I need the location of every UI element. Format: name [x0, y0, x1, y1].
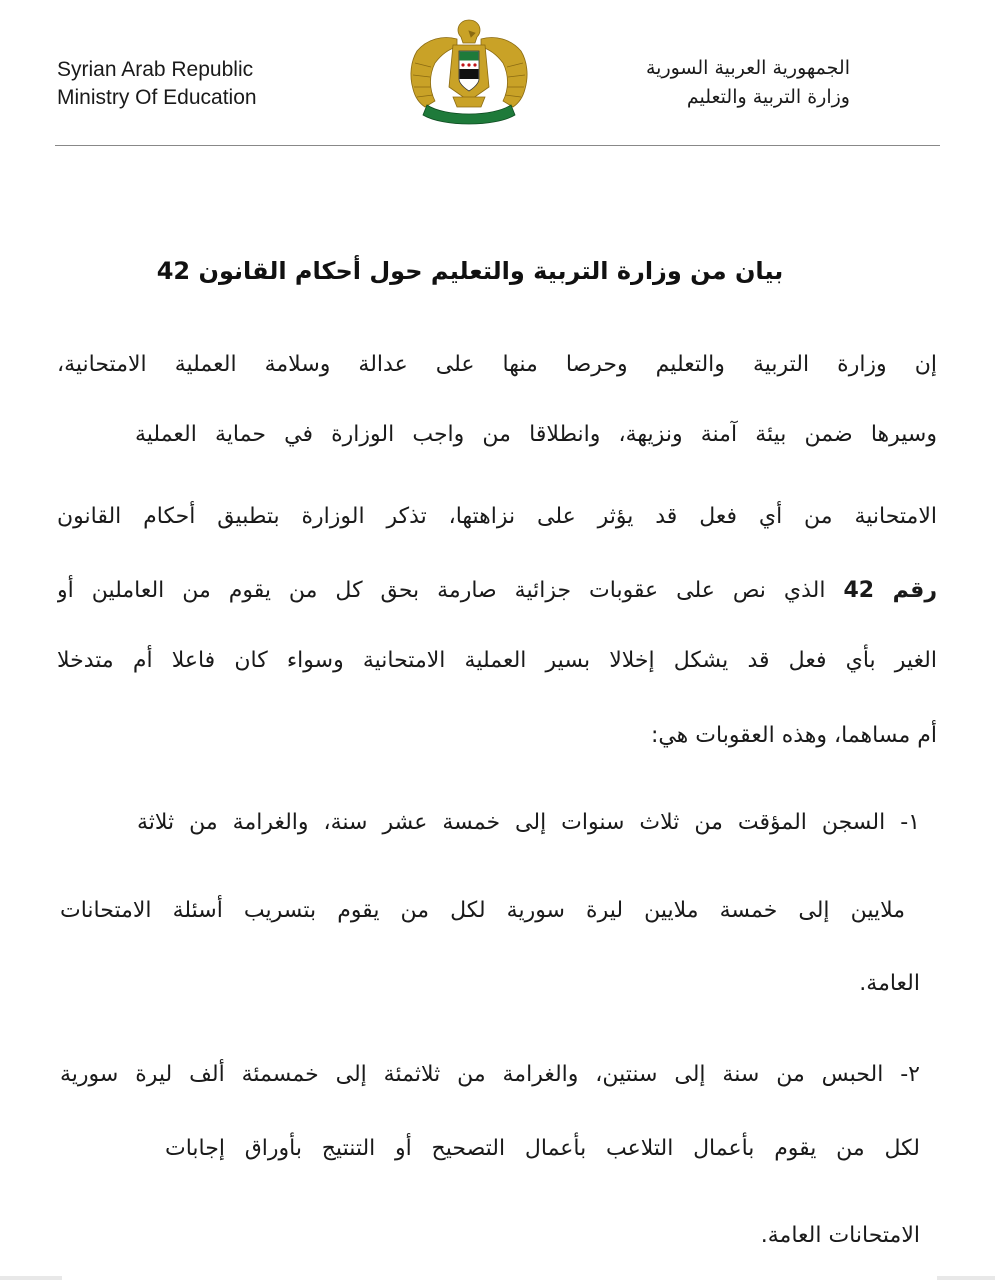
body-line: الامتحانية من أي فعل قد يؤثر على نزاهتها، تذكر الوزارة بتطبيق أحكام القانون	[57, 504, 937, 529]
penalty-2-line: لكل من يقوم بأعمال التلاعب بأعمال التصحيح أو التنتيج بأوراق إجابات	[165, 1136, 920, 1161]
header-divider	[55, 145, 940, 146]
penalty-2-line: الامتحانات العامة.	[760, 1223, 920, 1248]
page-edge-mark	[937, 1276, 995, 1280]
header-english	[57, 56, 257, 112]
body-line: أم مساهما، وهذه العقوبات هي:	[650, 723, 937, 748]
header-english-ministry: Ministry Of Education	[57, 86, 257, 109]
eagle-emblem-icon	[405, 17, 533, 125]
document-title: بيان من وزارة التربية والتعليم حول أحكام القانون 42	[156, 257, 784, 285]
penalty-1-line: ١- السجن المؤقت من ثلاث سنوات إلى خمسة عشر سنة، والغرامة من ثلاثة	[137, 810, 920, 835]
body-line: الغير بأي فعل قد يشكل إخلالا بسير العملية الامتحانية وسواء كان فاعلا أم متدخلا	[57, 648, 937, 673]
law-reference: رقم 42	[843, 578, 937, 603]
body-line-law	[57, 573, 937, 609]
page-edge-mark	[0, 1276, 62, 1280]
header-arabic-ministry: وزارة التربية والتعليم	[686, 86, 850, 108]
body-line-text: الذي نص على عقوبات جزائية صارمة بحق كل من يقوم من العاملين أو	[57, 578, 826, 603]
header-arabic	[646, 54, 850, 112]
header-arabic-country: الجمهورية العربية السورية	[645, 57, 850, 79]
penalty-2-line: ٢- الحبس من سنة إلى سنتين، والغرامة من ثلاثمئة إلى خمسمئة ألف ليرة سورية	[60, 1062, 920, 1087]
penalty-1-line: ملايين إلى خمسة ملايين ليرة سورية لكل من يقوم بتسريب أسئلة الامتحانات	[60, 898, 905, 923]
penalty-1-line: العامة.	[859, 971, 920, 996]
header-english-country: Syrian Arab Republic	[57, 58, 254, 81]
body-line: إن وزارة التربية والتعليم وحرصا منها على عدالة وسلامة العملية الامتحانية،	[57, 352, 937, 377]
body-line: وسيرها ضمن بيئة آمنة ونزيهة، وانطلاقا من واجب الوزارة في حماية العملية	[135, 422, 937, 447]
